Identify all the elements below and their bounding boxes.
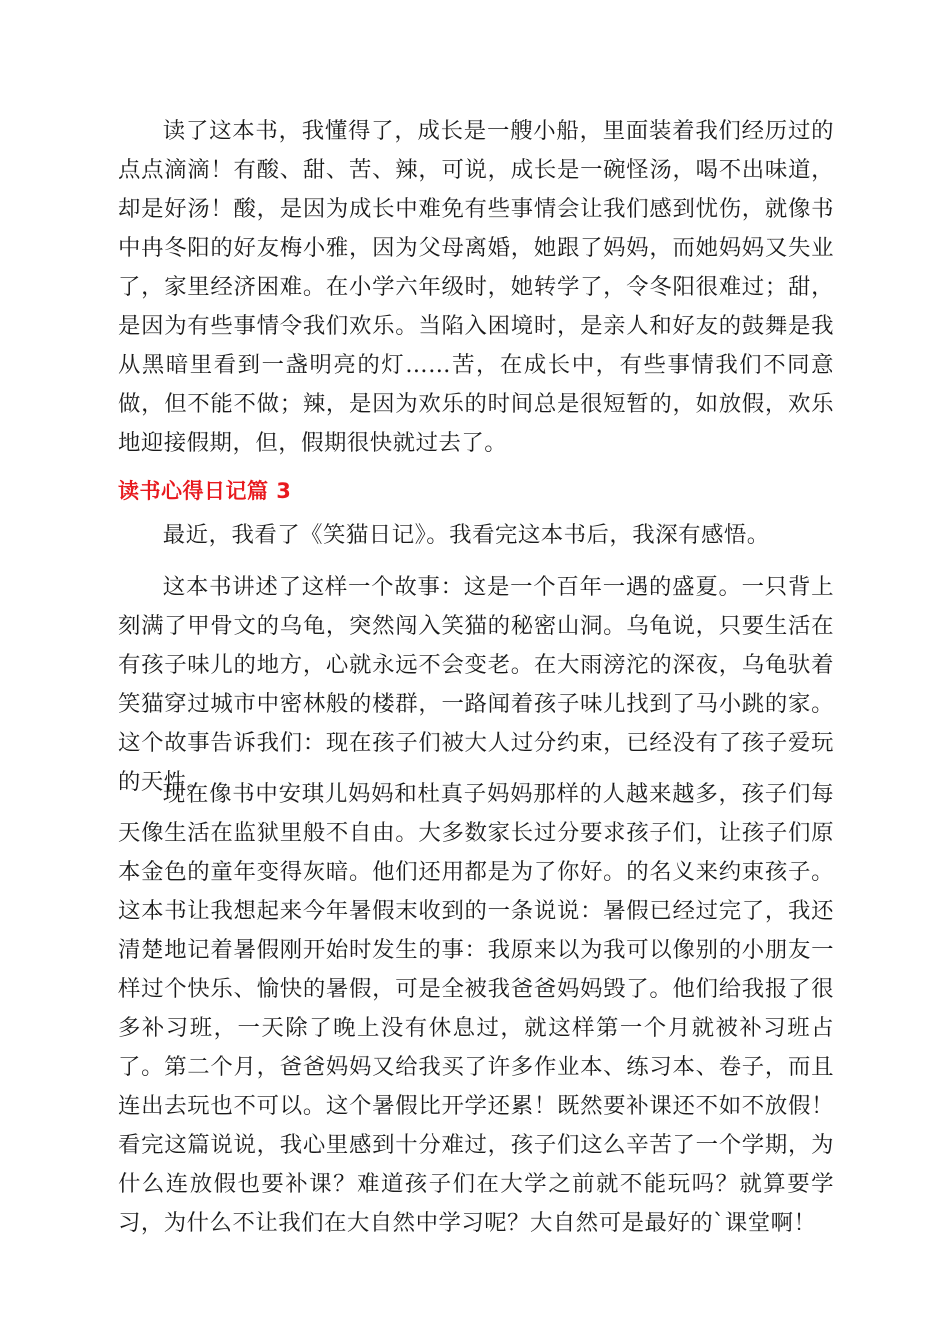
- body-paragraph: 最近，我看了《笑猫日记》。我看完这本书后，我深有感悟。: [162, 522, 770, 548]
- body-paragraph: 读了这本书，我懂得了，成长是一艘小船，里面装着我们经历过的点点滴滴！有酸、甜、苦、辣，可说，成长是一碗怪汤，喝不出味道，却是好汤！酸，是因为成长中难免有些事情会让我们感到忧伤，就像书中冉冬阳的好友梅小雅，因为父母离婚，她跟了妈妈，而她妈妈又失业了，家里经济困难。在小学六年级时，她转学了，令冬阳很难过；甜，是因为有些事情令我们欢乐。当陷入困境时，是亲人和好友的鼓舞是我从黑暗里看到一盏明亮的灯……苦，在成长中，有些事情我们不同意做，但不能不做；辣，是因为欢乐的时间总是很短暂的，如放假，欢乐地迎接假期，但，假期很快就过去了。: [118, 118, 834, 456]
- body-paragraph: 现在像书中安琪儿妈妈和杜真子妈妈那样的人越来越多，孩子们每天像生活在监狱里般不自由。大多数家长过分要求孩子们，让孩子们原本金色的童年变得灰暗。他们还用都是为了你好。的名义来约束孩子。这本书让我想起来今年暑假末收到的一条说说：暑假已经过完了，我还清楚地记着暑假刚开始时发生的事：我原来以为我可以像别的小朋友一样过个快乐、愉快的暑假，可是全被我爸爸妈妈毁了。他们给我报了很多补习班，一天除了晚上没有休息过，就这样第一个月就被补习班占了。第二个月，爸爸妈妈又给我买了许多作业本、练习本、卷子，而且连出去玩也不可以。这个暑假比开学还累！既然要补课还不如不放假！看完这篇说说，我心里感到十分难过，孩子们这么辛苦了一个学期，为什么连放假也要补课？难道孩子们在大学之前就不能玩吗？就算要学习，为什么不让我们在大自然中学习呢？大自然可是最好的`课堂啊！: [118, 781, 834, 1236]
- section-heading: 读书心得日记篇 3: [118, 479, 292, 503]
- body-paragraph: 这本书讲述了这样一个故事：这是一个百年一遇的盛夏。一只背上刻满了甲骨文的乌龟，突然闯入笑猫的秘密山洞。乌龟说，只要生活在有孩子味儿的地方，心就永远不会变老。在大雨滂沱的深夜，乌龟驮着笑猫穿过城市中密林般的楼群，一路闻着孩子味儿找到了马小跳的家。这个故事告诉我们：现在孩子们被大人过分约束，已经没有了孩子爱玩的天性。: [118, 574, 834, 795]
